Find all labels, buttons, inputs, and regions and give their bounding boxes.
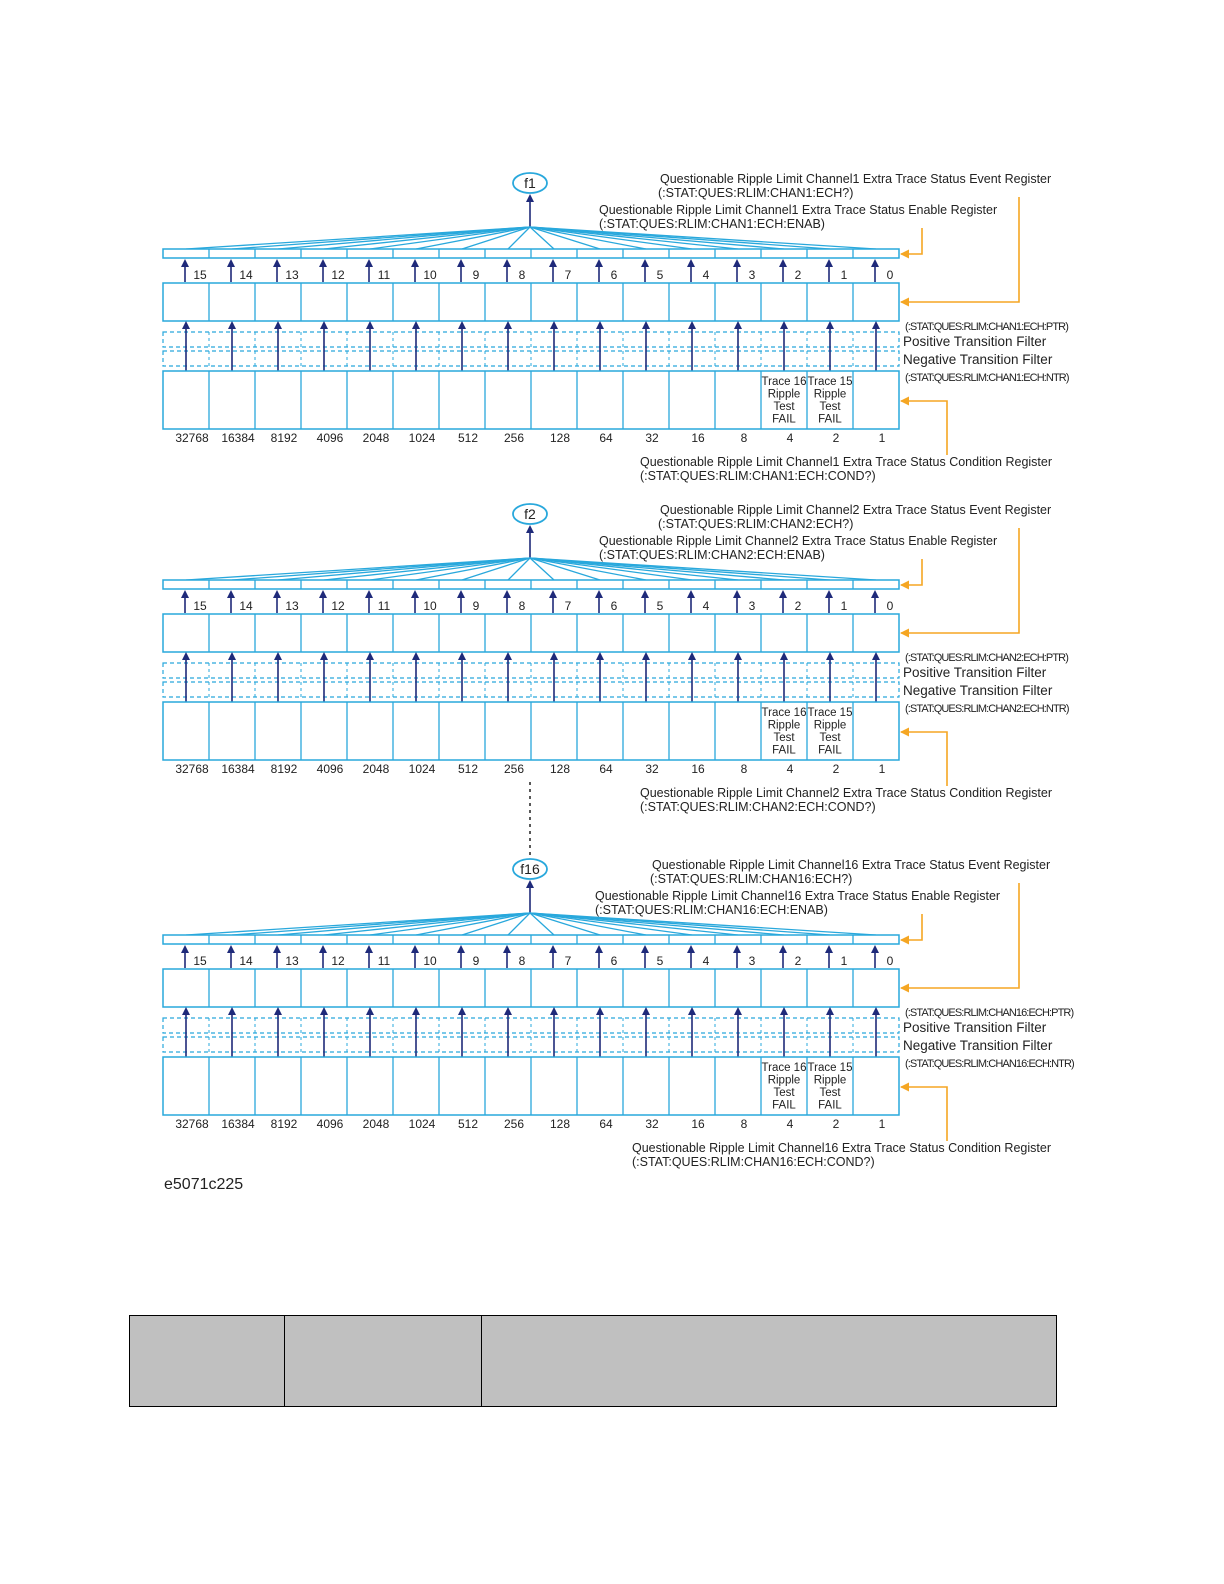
enable-register-name: Questionable Ripple Limit Channel1 Extra Trace Status Enable Register [599,203,998,217]
bit-number: 3 [748,268,756,282]
ntr-command: (:STAT:QUES:RLIM:CHAN2:ECH:NTR) [905,703,1069,715]
bit-weight: 1 [878,1117,886,1131]
trace16-cell-label: Ripple [767,388,801,401]
table-cell [482,1316,1057,1407]
enable-leader-line [901,914,922,940]
bit-weight: 16384 [221,762,255,776]
bit-weight: 8192 [270,762,298,776]
bit-weight: 32768 [175,1117,209,1131]
bit-weight: 32768 [175,762,209,776]
negative-filter-label: Negative Transition Filter [903,1038,1053,1053]
bit-weight: 4096 [316,1117,344,1131]
trace16-cell-label: Trace 16 [761,707,807,719]
event-register-name: Questionable Ripple Limit Channel1 Extra Trace Status Event Register [660,172,1052,186]
negative-filter-label: Negative Transition Filter [903,683,1053,698]
bit-weight: 32768 [175,431,209,445]
condition-leader-line [901,401,947,455]
bit-number: 12 [331,599,345,613]
ptr-command: (:STAT:QUES:RLIM:CHAN2:ECH:PTR) [905,652,1068,664]
trace16-cell-label: FAIL [772,744,796,757]
bit-weight: 2 [832,1117,840,1131]
positive-filter-label: Positive Transition Filter [903,334,1047,349]
bit-weight: 1024 [408,431,436,445]
fan-line [370,227,530,249]
bit-weight: 64 [599,1117,613,1131]
event-register-name: Questionable Ripple Limit Channel2 Extra Trace Status Event Register [660,503,1052,517]
bit-number: 8 [518,599,526,613]
bit-number: 12 [331,268,345,282]
bit-weight: 2 [832,431,840,445]
trace16-cell-label: Test [773,732,795,744]
summary-bit-label: f16 [520,861,540,877]
bit-weight: 8 [740,1117,748,1131]
table-cell [285,1316,482,1407]
bit-weight: 16 [691,762,705,776]
bit-number: 2 [794,599,802,613]
ptr-command: (:STAT:QUES:RLIM:CHAN1:ECH:PTR) [905,321,1068,333]
trace15-cell-label: Trace 15 [807,376,853,388]
bit-weight: 512 [457,762,479,776]
trace16-cell-label: FAIL [772,1099,796,1112]
bit-number: 7 [564,268,572,282]
bit-weight: 1024 [408,1117,436,1131]
trace16-cell-label: FAIL [772,413,796,426]
bit-weight: 2048 [362,1117,390,1131]
fan-line [370,558,530,580]
bit-weight: 256 [503,762,525,776]
negative-filter-label: Negative Transition Filter [903,352,1053,367]
fan-line [278,913,530,935]
bit-weight: 256 [503,431,525,445]
trace15-cell-label: FAIL [818,1099,842,1112]
bit-number: 13 [285,268,299,282]
bit-weight: 8 [740,431,748,445]
bit-weight: 2048 [362,762,390,776]
condition-register-name: Questionable Ripple Limit Channel16 Extra Trace Status Condition Register [632,1141,1051,1155]
bit-number: 13 [285,954,299,968]
bit-number: 7 [564,954,572,968]
bit-weight: 1024 [408,762,436,776]
positive-filter-label: Positive Transition Filter [903,665,1047,680]
bit-number: 5 [656,599,664,613]
register-block [163,503,1069,814]
trace15-cell-label: Ripple [813,388,847,401]
trace16-cell-label: Ripple [767,1074,801,1087]
bit-weight: 1 [878,431,886,445]
trace15-cell-label: Ripple [813,1074,847,1087]
bit-number: 15 [193,599,207,613]
enable-register-command: (:STAT:QUES:RLIM:CHAN1:ECH:ENAB) [599,217,825,231]
trace15-cell-label: Ripple [813,719,847,732]
bit-weight: 32 [645,431,659,445]
bit-weight: 64 [599,431,613,445]
bit-number: 4 [702,599,710,613]
bit-weight: 128 [549,762,571,776]
event-register-name: Questionable Ripple Limit Channel16 Extra Trace Status Event Register [652,858,1051,872]
bit-weight: 32 [645,762,659,776]
bit-number: 6 [610,599,618,613]
bit-weight: 4 [786,431,794,445]
fan-line [278,558,530,580]
bit-weight: 64 [599,762,613,776]
enable-register-name: Questionable Ripple Limit Channel2 Extra Trace Status Enable Register [599,534,998,548]
enable-register-command: (:STAT:QUES:RLIM:CHAN16:ECH:ENAB) [595,903,828,917]
bit-number: 4 [702,268,710,282]
bit-weight: 16 [691,431,705,445]
bit-number: 4 [702,954,710,968]
bit-number: 11 [377,268,391,282]
bit-weight: 4 [786,762,794,776]
bit-number: 15 [193,268,207,282]
bit-number: 0 [886,599,894,613]
bit-number: 9 [472,954,480,968]
condition-register-name: Questionable Ripple Limit Channel1 Extra Trace Status Condition Register [640,455,1053,469]
summary-bit-label: f2 [524,506,536,522]
register-block [163,858,1074,1169]
bit-number: 6 [610,954,618,968]
enable-register-name: Questionable Ripple Limit Channel16 Extra Trace Status Enable Register [595,889,1001,903]
trace15-cell-label: FAIL [818,413,842,426]
trace15-cell-label: Trace 15 [807,1062,853,1074]
bit-number: 3 [748,954,756,968]
enable-leader-line [901,228,922,254]
bottom-table [129,1315,1057,1407]
bit-number: 8 [518,954,526,968]
event-register-command: (:STAT:QUES:RLIM:CHAN16:ECH?) [650,872,853,886]
trace16-cell-label: Trace 16 [761,376,807,388]
trace16-cell-label: Test [773,1087,795,1099]
bit-weight: 16 [691,1117,705,1131]
bit-weight: 8 [740,762,748,776]
table-cell [130,1316,285,1407]
fan-line [370,913,530,935]
bit-number: 5 [656,954,664,968]
condition-leader-line [901,1087,947,1141]
bit-weight: 1 [878,762,886,776]
condition-register-command: (:STAT:QUES:RLIM:CHAN1:ECH:COND?) [640,469,876,483]
enable-register-command: (:STAT:QUES:RLIM:CHAN2:ECH:ENAB) [599,548,825,562]
bit-number: 11 [377,599,391,613]
bit-number: 14 [239,599,253,613]
bit-weight: 32 [645,1117,659,1131]
bit-number: 2 [794,268,802,282]
bit-number: 10 [423,954,437,968]
bit-weight: 16384 [221,431,255,445]
event-register-command: (:STAT:QUES:RLIM:CHAN1:ECH?) [658,186,854,200]
bit-weight: 512 [457,1117,479,1131]
bit-number: 14 [239,268,253,282]
bit-weight: 16384 [221,1117,255,1131]
positive-filter-label: Positive Transition Filter [903,1020,1047,1035]
bit-number: 2 [794,954,802,968]
bit-number: 9 [472,599,480,613]
bit-weight: 4 [786,1117,794,1131]
trace16-cell-label: Ripple [767,719,801,732]
bit-number: 1 [840,954,848,968]
bit-number: 14 [239,954,253,968]
bit-number: 1 [840,268,848,282]
summary-bit-label: f1 [524,175,536,191]
bit-number: 10 [423,268,437,282]
trace15-cell-label: Trace 15 [807,707,853,719]
bit-number: 11 [377,954,391,968]
bit-number: 10 [423,599,437,613]
ntr-command: (:STAT:QUES:RLIM:CHAN16:ECH:NTR) [905,1058,1074,1070]
ntr-command: (:STAT:QUES:RLIM:CHAN1:ECH:NTR) [905,372,1069,384]
bit-weight: 128 [549,1117,571,1131]
event-register-command: (:STAT:QUES:RLIM:CHAN2:ECH?) [658,517,854,531]
trace15-cell-label: FAIL [818,744,842,757]
bit-weight: 8192 [270,431,298,445]
bit-weight: 4096 [316,762,344,776]
trace15-cell-label: Test [819,401,841,413]
bit-number: 15 [193,954,207,968]
condition-register-name: Questionable Ripple Limit Channel2 Extra Trace Status Condition Register [640,786,1053,800]
bit-number: 12 [331,954,345,968]
condition-leader-line [901,732,947,786]
bit-weight: 4096 [316,431,344,445]
bit-weight: 8192 [270,1117,298,1131]
trace16-cell-label: Test [773,401,795,413]
bit-number: 0 [886,954,894,968]
register-block [163,172,1069,483]
bit-number: 0 [886,268,894,282]
bit-number: 7 [564,599,572,613]
bit-number: 6 [610,268,618,282]
bit-number: 1 [840,599,848,613]
bit-number: 8 [518,268,526,282]
bit-number: 3 [748,599,756,613]
bit-weight: 256 [503,1117,525,1131]
condition-register-command: (:STAT:QUES:RLIM:CHAN16:ECH:COND?) [632,1155,875,1169]
bit-weight: 128 [549,431,571,445]
condition-register-command: (:STAT:QUES:RLIM:CHAN2:ECH:COND?) [640,800,876,814]
trace16-cell-label: Trace 16 [761,1062,807,1074]
fan-line [278,227,530,249]
figure-id: e5071c225 [164,1176,244,1193]
bit-weight: 512 [457,431,479,445]
trace15-cell-label: Test [819,1087,841,1099]
enable-leader-line [901,559,922,585]
bit-weight: 2 [832,762,840,776]
trace15-cell-label: Test [819,732,841,744]
bit-number: 9 [472,268,480,282]
bit-weight: 2048 [362,431,390,445]
bit-number: 13 [285,599,299,613]
ptr-command: (:STAT:QUES:RLIM:CHAN16:ECH:PTR) [905,1007,1074,1019]
bit-number: 5 [656,268,664,282]
